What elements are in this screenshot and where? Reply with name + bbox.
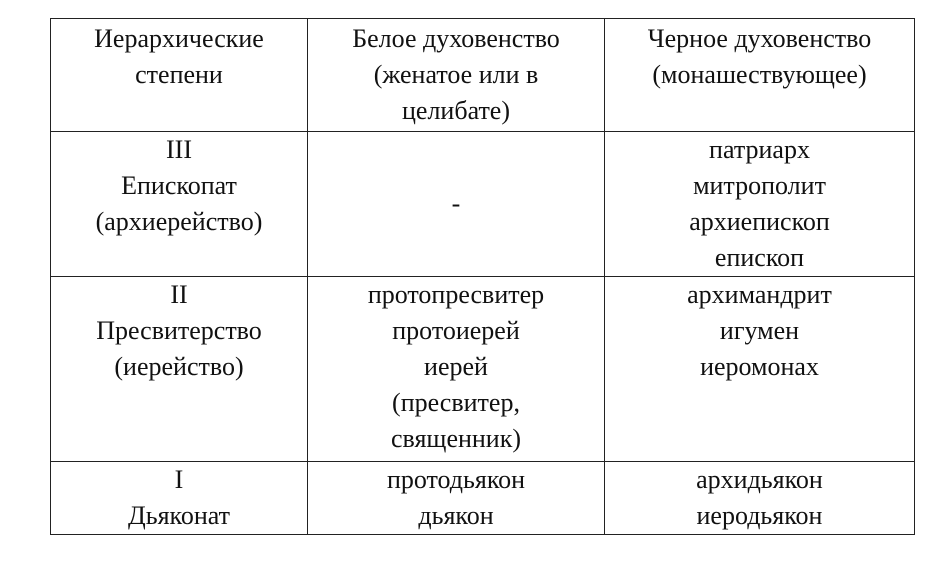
cell-text: протодьякон bbox=[386, 465, 526, 494]
degree-cell bbox=[51, 132, 308, 277]
header-text: Черное духовенство bbox=[647, 24, 872, 53]
white-clergy-cell bbox=[308, 132, 605, 277]
cell-text: патриарх bbox=[709, 135, 810, 164]
header-text: Белое духовенство bbox=[352, 24, 560, 53]
black-clergy-cell bbox=[605, 462, 915, 535]
cell-text: Дьяконат bbox=[127, 501, 230, 530]
cell-text: протопресвитер bbox=[367, 280, 545, 309]
hierarchy-table bbox=[50, 18, 915, 535]
white-clergy-cell bbox=[308, 462, 605, 535]
table-row-presbyterate bbox=[51, 277, 915, 462]
header-row bbox=[51, 19, 915, 132]
cell-text: Пресвитерство bbox=[96, 316, 262, 345]
header-text: Иерархические bbox=[94, 24, 264, 53]
cell-text: Епископат bbox=[121, 171, 237, 200]
header-text: целибате) bbox=[402, 96, 510, 125]
cell-text: митрополит bbox=[693, 171, 826, 200]
cell-text: (иерейство) bbox=[114, 352, 244, 381]
cell-text: - bbox=[451, 189, 461, 218]
table-row-episcopate bbox=[51, 132, 915, 277]
cell-text: архиепископ bbox=[689, 207, 830, 236]
cell-text: епископ bbox=[714, 243, 805, 272]
white-clergy-cell bbox=[308, 277, 605, 462]
cell-text: протоиерей bbox=[392, 316, 520, 345]
cell-text: I bbox=[174, 465, 184, 494]
cell-text: игумен bbox=[719, 316, 800, 345]
cell-text: иеромонах bbox=[700, 352, 819, 381]
cell-text: священник) bbox=[390, 424, 522, 453]
header-text: степени bbox=[135, 60, 223, 89]
cell-text: дьякон bbox=[418, 501, 494, 530]
black-clergy-cell bbox=[605, 277, 915, 462]
black-clergy-cell bbox=[605, 132, 915, 277]
header-white-clergy bbox=[308, 19, 605, 132]
cell-text: III bbox=[166, 135, 192, 164]
cell-text: архидьякон bbox=[696, 465, 823, 494]
header-black-clergy bbox=[605, 19, 915, 132]
header-hierarchical-degrees bbox=[51, 19, 308, 132]
table-row-diaconate bbox=[51, 462, 915, 535]
header-text: (женатое или в bbox=[373, 60, 539, 89]
cell-text: II bbox=[170, 280, 188, 309]
cell-text: (пресвитер, bbox=[392, 388, 520, 417]
degree-cell bbox=[51, 277, 308, 462]
header-text: (монашествующее) bbox=[652, 60, 867, 89]
degree-cell bbox=[51, 462, 308, 535]
cell-text: иерей bbox=[424, 352, 488, 381]
cell-text: архимандрит bbox=[687, 280, 832, 309]
cell-text: (архиерейство) bbox=[95, 207, 263, 236]
cell-text: иеродьякон bbox=[696, 501, 823, 530]
